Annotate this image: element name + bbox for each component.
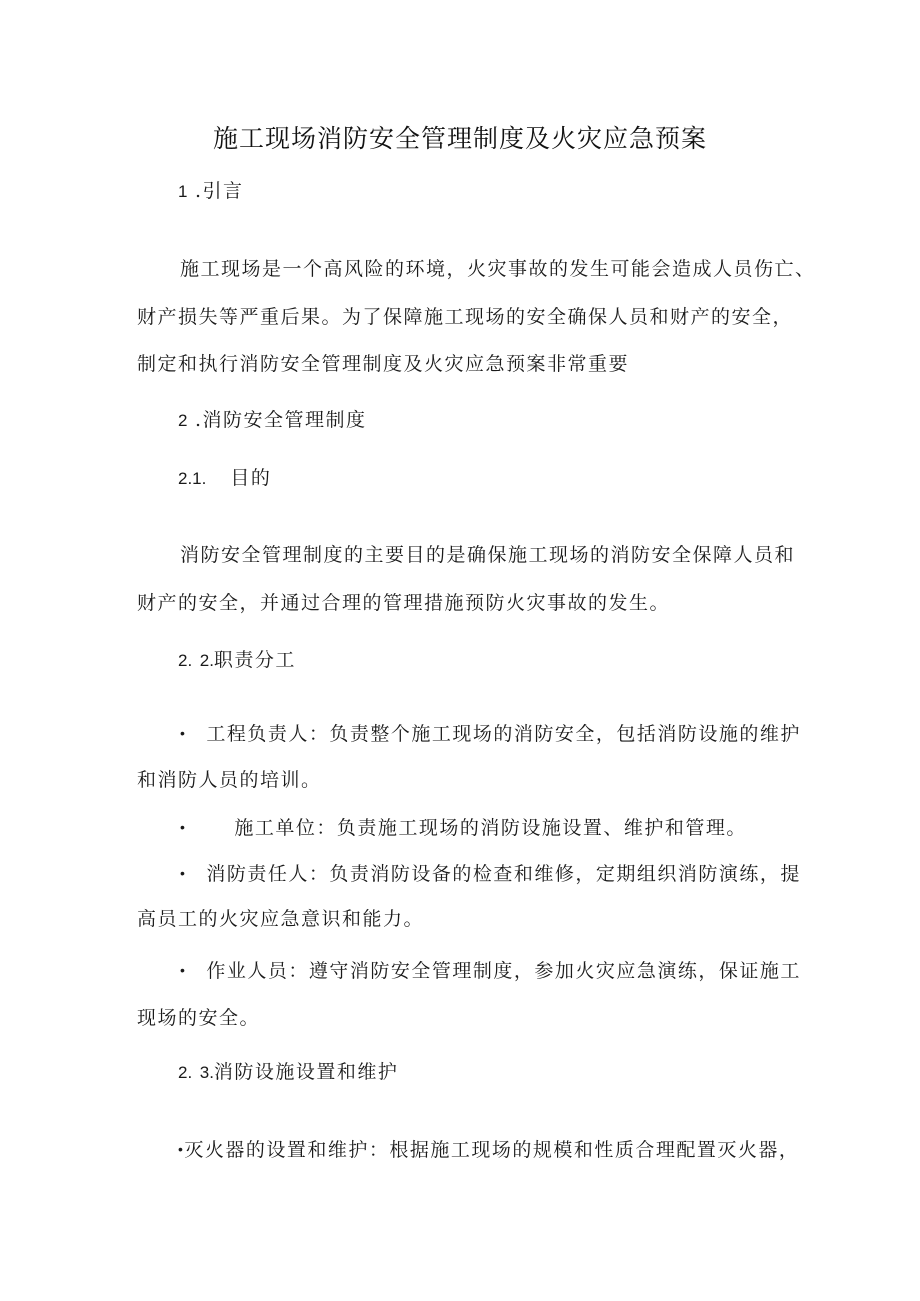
section-2-3-number2: 3. xyxy=(199,1063,214,1082)
section-2-1-para-line-1: 消防安全管理制度的主要目的是确保施工现场的消防安全保障人员和 xyxy=(180,544,796,566)
duty-bullet-4-line-1: 作业人员：遵守消防安全管理制度，参加火灾应急演练，保证施工 xyxy=(206,960,801,982)
duty-bullet-1-line-2: 和消防人员的培训。 xyxy=(137,769,322,791)
section-2-2-number: 2. xyxy=(178,651,193,670)
section-1-heading xyxy=(178,179,244,204)
facility-bullet-1 xyxy=(178,1137,799,1162)
duty-bullet-3-line-2: 高员工的火灾应急意识和能力。 xyxy=(137,908,425,930)
duty-bullet-2 xyxy=(180,815,747,840)
duty-bullet-3-line-1: 消防责任人：负责消防设备的检查和维修，定期组织消防演练，提 xyxy=(206,863,801,885)
section-2-2-heading xyxy=(178,648,296,673)
section-2-1-label: 目的 xyxy=(230,467,272,489)
bullet-marker: • xyxy=(178,1141,185,1157)
section-2-3-heading xyxy=(178,1060,398,1085)
section-1-number: 1 xyxy=(178,182,188,201)
duty-bullet-1-line-1: 工程负责人：负责整个施工现场的消防安全，包括消防设施的维护 xyxy=(206,723,801,745)
duty-bullet-4-line-2: 现场的安全。 xyxy=(137,1007,261,1029)
duty-bullet-2-line-1: 施工单位：负责施工现场的消防设施设置、维护和管理。 xyxy=(234,817,747,839)
duty-bullet-3 xyxy=(180,861,801,886)
bullet-marker: • xyxy=(180,819,187,835)
duty-bullet-1 xyxy=(180,721,801,746)
section-2-label: .消防安全管理制度 xyxy=(195,409,367,431)
section-1-label: .引言 xyxy=(195,180,244,202)
document-title: 施工现场消防安全管理制度及火灾应急预案 xyxy=(212,124,707,153)
bullet-marker: • xyxy=(180,725,187,741)
section-2-1-para-line-2: 财产的安全，并通过合理的管理措施预防火灾事故的发生。 xyxy=(137,592,671,614)
section-2-2-number2: 2. xyxy=(199,651,214,670)
bullet-marker: • xyxy=(180,865,187,881)
section-2-3-label: 消防设施设置和维护 xyxy=(213,1061,399,1083)
section-1-para-line-2: 财产损失等严重后果。为了保障施工现场的安全确保人员和财产的安全， xyxy=(137,306,794,328)
section-2-1-heading xyxy=(178,466,271,491)
section-2-number: 2 xyxy=(178,411,188,430)
section-2-1-number: 2.1. xyxy=(178,469,207,488)
bullet-marker: • xyxy=(180,962,187,978)
section-1-para-line-3: 制定和执行消防安全管理制度及火灾应急预案非常重要 xyxy=(137,353,630,375)
section-1-para-line-1: 施工现场是一个高风险的环境，火灾事故的发生可能会造成人员伤亡、 xyxy=(180,258,816,280)
duty-bullet-4 xyxy=(180,958,801,983)
section-2-heading xyxy=(178,408,367,433)
facility-bullet-1-line-1: 灭火器的设置和维护：根据施工现场的规模和性质合理配置灭火器， xyxy=(184,1139,800,1161)
section-2-2-label: 职责分工 xyxy=(213,649,296,671)
section-2-3-number: 2. xyxy=(178,1063,193,1082)
